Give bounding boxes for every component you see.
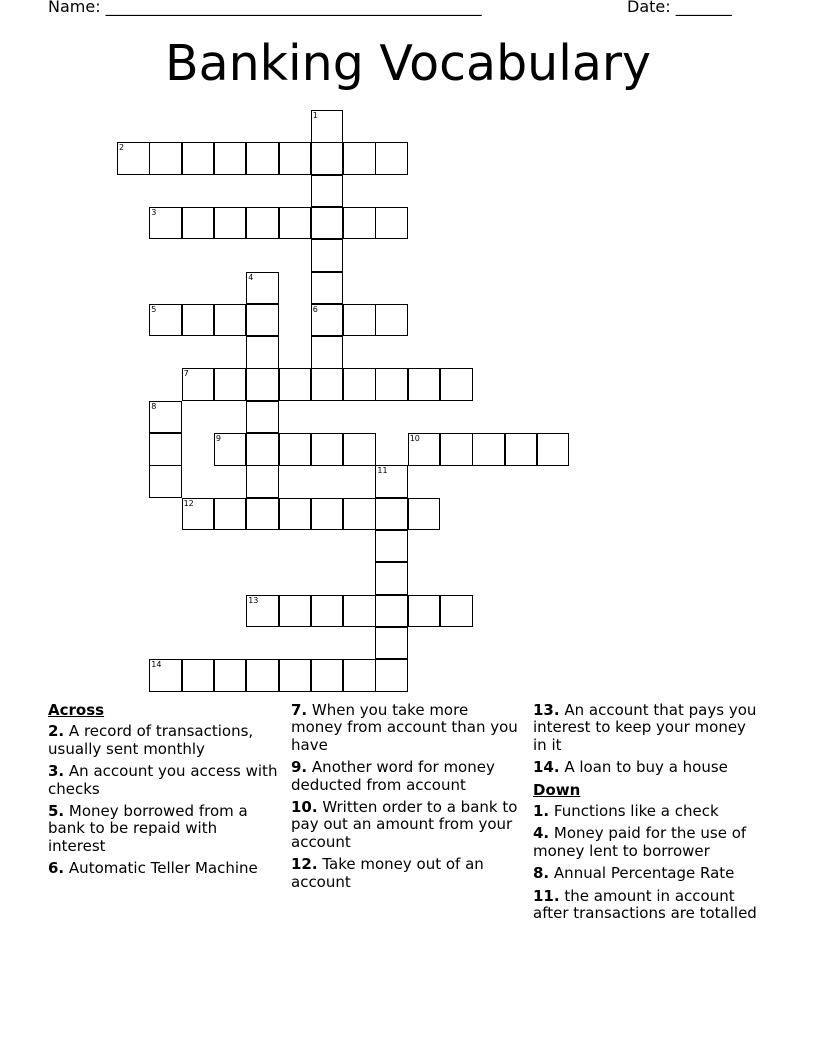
crossword-cell[interactable] — [246, 498, 279, 531]
crossword-cell[interactable] — [343, 207, 376, 240]
crossword-cell[interactable] — [343, 498, 376, 531]
clue-number: 13. — [533, 701, 560, 719]
across-clue — [533, 702, 763, 754]
crossword-cell[interactable] — [311, 239, 344, 272]
crossword-cell[interactable] — [149, 142, 182, 175]
clue-number: 11. — [533, 886, 560, 905]
crossword-cell[interactable] — [311, 595, 344, 628]
crossword-cell[interactable] — [375, 142, 408, 175]
crossword-cell[interactable] — [343, 368, 376, 401]
crossword-cell[interactable] — [311, 142, 344, 175]
across-clue — [48, 723, 278, 758]
clues-column-3 — [533, 702, 763, 927]
clue-number: 2. — [48, 722, 65, 741]
crossword-cell[interactable] — [279, 207, 312, 240]
crossword-cell[interactable] — [214, 433, 247, 466]
clue-number: 4. — [533, 824, 550, 843]
clue-number: 10. — [291, 798, 318, 817]
clue-text: Written order to a bank to pay out an amount from your account — [291, 798, 518, 851]
crossword-cell[interactable] — [149, 401, 182, 434]
clue-text: An account you access with checks — [48, 762, 278, 798]
crossword-cell[interactable] — [246, 368, 279, 401]
crossword-cell[interactable] — [505, 433, 538, 466]
across-clue — [533, 759, 763, 776]
crossword-cell[interactable] — [246, 595, 279, 628]
crossword-cell[interactable] — [214, 207, 247, 240]
crossword-cell[interactable] — [408, 433, 441, 466]
clue-text: A loan to buy a house — [564, 758, 728, 777]
crossword-cell[interactable] — [279, 659, 312, 692]
cell-number: 8 — [151, 401, 157, 411]
crossword-cell[interactable] — [343, 304, 376, 337]
clues-column-2 — [291, 702, 521, 896]
crossword-cell[interactable] — [246, 207, 279, 240]
crossword-cell[interactable] — [311, 110, 344, 143]
crossword-cell[interactable] — [182, 659, 215, 692]
date-field-label: Date: _______ — [627, 0, 732, 16]
cell-number: 10 — [409, 434, 420, 443]
crossword-cell[interactable] — [311, 304, 344, 337]
name-field-label: Name: _______________________________________________ — [48, 0, 482, 16]
crossword-cell[interactable] — [149, 659, 182, 692]
crossword-cell[interactable] — [182, 207, 215, 240]
cell-number: 12 — [183, 498, 194, 508]
crossword-cell[interactable] — [472, 433, 505, 466]
clue-number: 8. — [533, 864, 550, 883]
crossword-cell[interactable] — [375, 627, 408, 660]
crossword-cell[interactable] — [149, 207, 182, 240]
crossword-cell[interactable] — [343, 433, 376, 466]
clue-text: Take money out of an account — [291, 855, 484, 891]
down-clue — [533, 865, 763, 882]
clue-number: 9. — [291, 758, 308, 777]
clue-number: 1. — [533, 802, 550, 821]
down-clue — [533, 888, 763, 923]
crossword-cell[interactable] — [182, 498, 215, 531]
crossword-cell[interactable] — [375, 562, 408, 595]
crossword-cell[interactable] — [440, 595, 473, 628]
across-clue — [48, 860, 278, 877]
crossword-cell[interactable] — [182, 142, 215, 175]
down-heading: Down — [533, 780, 581, 799]
crossword-cell[interactable] — [375, 530, 408, 563]
crossword-cell[interactable] — [311, 498, 344, 531]
clue-text: An account that pays you interest to keep your money in it — [533, 701, 757, 754]
clue-text: When you take more money from account than you have — [291, 701, 518, 754]
across-clue — [48, 803, 278, 855]
crossword-cell[interactable] — [375, 659, 408, 692]
cell-number: 7 — [183, 369, 189, 379]
crossword-cell[interactable] — [440, 368, 473, 401]
clue-text: Annual Percentage Rate — [553, 864, 735, 883]
crossword-cell[interactable] — [375, 207, 408, 240]
crossword-cell[interactable] — [279, 368, 312, 401]
crossword-cell[interactable] — [375, 595, 408, 628]
crossword-cell[interactable] — [440, 433, 473, 466]
across-clue — [48, 763, 278, 798]
crossword-cell[interactable] — [246, 142, 279, 175]
clue-number: 6. — [48, 859, 65, 878]
crossword-cell[interactable] — [246, 659, 279, 692]
crossword-cell[interactable] — [311, 207, 344, 240]
down-clue — [533, 803, 763, 820]
crossword-cell[interactable] — [182, 368, 215, 401]
crossword-cell[interactable] — [375, 304, 408, 337]
crossword-cell[interactable] — [117, 142, 150, 175]
clue-number: 3. — [48, 762, 65, 781]
crossword-cell[interactable] — [375, 368, 408, 401]
clue-text: Functions like a check — [553, 802, 719, 821]
cell-number: 3 — [151, 207, 157, 217]
crossword-cell[interactable] — [246, 433, 279, 466]
clue-text: Another word for money deducted from account — [291, 758, 495, 794]
crossword-cell[interactable] — [279, 595, 312, 628]
crossword-cell[interactable] — [537, 433, 570, 466]
cell-number: 4 — [248, 272, 254, 282]
crossword-cell[interactable] — [311, 175, 344, 208]
cell-number: 11 — [377, 466, 388, 476]
clue-text: A record of transactions, usually sent monthly — [48, 722, 254, 758]
clue-text: Automatic Teller Machine — [68, 859, 258, 878]
cell-number: 13 — [248, 595, 259, 605]
across-clue — [291, 759, 521, 794]
crossword-cell[interactable] — [408, 368, 441, 401]
across-heading: Across — [48, 701, 105, 719]
crossword-cell[interactable] — [343, 595, 376, 628]
crossword-cell[interactable] — [279, 433, 312, 466]
crossword-cell[interactable] — [311, 433, 344, 466]
cell-number: 6 — [312, 304, 318, 314]
crossword-cell[interactable] — [246, 272, 279, 305]
crossword-cell[interactable] — [214, 659, 247, 692]
crossword-cell[interactable] — [182, 304, 215, 337]
cell-number: 9 — [215, 434, 221, 443]
crossword-cell[interactable] — [214, 304, 247, 337]
across-clue — [291, 856, 521, 891]
crossword-cell[interactable] — [246, 401, 279, 434]
clue-number: 7. — [291, 701, 308, 719]
crossword-cell[interactable] — [375, 498, 408, 531]
across-clue — [291, 702, 521, 754]
crossword-cell[interactable] — [279, 498, 312, 531]
clue-text: Money borrowed from a bank to be repaid with interest — [48, 802, 248, 855]
clues-column-1 — [48, 702, 278, 883]
crossword-cell[interactable] — [343, 142, 376, 175]
crossword-cell[interactable] — [246, 304, 279, 337]
clue-text: Money paid for the use of money lent to borrower — [533, 824, 747, 860]
crossword-cell[interactable] — [149, 465, 182, 498]
page-title: Banking Vocabulary — [164, 35, 652, 92]
crossword-cell[interactable] — [311, 368, 344, 401]
crossword-cell[interactable] — [149, 433, 182, 466]
cell-number: 5 — [151, 304, 157, 314]
cell-number: 1 — [312, 111, 318, 120]
crossword-cell[interactable] — [408, 595, 441, 628]
crossword-cell[interactable] — [311, 272, 344, 305]
crossword-cell[interactable] — [214, 142, 247, 175]
clue-number: 12. — [291, 855, 318, 874]
cell-number: 14 — [151, 660, 162, 670]
cell-number: 2 — [119, 143, 125, 153]
clue-number: 5. — [48, 802, 65, 821]
down-clue — [533, 825, 763, 860]
clue-text: the amount in account after transactions are totalled — [533, 886, 757, 923]
crossword-cell[interactable] — [214, 368, 247, 401]
crossword-cell[interactable] — [246, 336, 279, 369]
crossword-cell[interactable] — [311, 659, 344, 692]
crossword-cell[interactable] — [279, 142, 312, 175]
crossword-cell[interactable] — [214, 498, 247, 531]
crossword-cell[interactable] — [375, 465, 408, 498]
crossword-cell[interactable] — [408, 498, 441, 531]
crossword-cell[interactable] — [149, 304, 182, 337]
across-clue — [291, 799, 521, 851]
crossword-cell[interactable] — [343, 659, 376, 692]
clue-number: 14. — [533, 758, 560, 777]
crossword-cell[interactable] — [246, 465, 279, 498]
crossword-cell[interactable] — [311, 336, 344, 369]
